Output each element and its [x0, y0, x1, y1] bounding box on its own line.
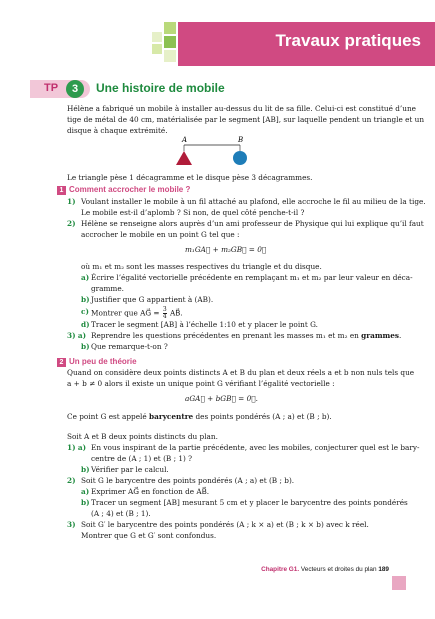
tp-title: Une histoire de mobile [96, 81, 225, 95]
q-text: Que remarque-t-on ? [91, 342, 168, 351]
page-number: 189 [378, 566, 389, 573]
q-number: 3) [67, 331, 76, 340]
item-label: a) [81, 487, 90, 496]
q-number: 2) [67, 476, 76, 485]
intro-line: tige de métal de 40 cm, matérialisée par le segment [AB], sur laquelle pendent un triangle et un [67, 115, 425, 124]
q-text-part: . [399, 331, 402, 340]
mobile-figure [168, 134, 258, 170]
tp-heading [30, 80, 410, 98]
footer-tab [392, 576, 406, 590]
q-text: où m₁ et m₂ sont les masses respectives du triangle et du disque. [81, 262, 322, 271]
q-line [81, 320, 90, 330]
q-line [81, 487, 89, 497]
intro-line: Hélène a fabriqué un mobile à installer au-dessus du lit de sa fille. Celui-ci est constitué d’une [67, 104, 416, 113]
deco-square [164, 22, 176, 34]
disc-weight [233, 151, 247, 165]
item-label: a) [81, 273, 90, 282]
q-text-part: AB⃗. [169, 308, 183, 318]
equation: m₁GA⃗ + m₂GB⃗ = 0⃗ [185, 245, 267, 254]
q-text: Montrer que G et G′ sont confondus. [81, 531, 217, 540]
q-line [81, 498, 90, 508]
q-line [67, 331, 86, 341]
item-label: b) [81, 342, 90, 351]
q-text: Soit G le barycentre des points pondérés (A ; a) et (B ; b). [81, 476, 295, 485]
def-text: des points pondérés (A ; a) et (B ; b). [193, 412, 332, 421]
q-text-part: Reprendre les questions précédentes en prenant les masses m₁ et m₂ en [91, 331, 362, 340]
q-number: 3) [67, 520, 76, 529]
q-text: Vérifier par le calcul. [91, 465, 169, 474]
equation: aGA⃗ + bGB⃗ = 0⃗. [185, 394, 258, 403]
q-line [81, 295, 90, 305]
q-text: centre de (A ; 1) et (B ; 1) ? [91, 454, 193, 463]
q-text: En vous inspirant de la partie précédente, avec les mobiles, conjecturer quel est le bary- [91, 443, 420, 452]
section-number: 1 [57, 186, 66, 195]
deco-square [152, 44, 162, 54]
soit-line: Soit A et B deux points distincts du plan. [67, 432, 218, 441]
item-label: a) [77, 443, 87, 452]
deco-square [164, 50, 176, 62]
theory-line: Quand on considère deux points distincts A et B du plan et deux réels a et b non nuls tels que [67, 368, 415, 377]
footer-title: Vecteurs et droites du plan [300, 566, 377, 573]
header-band [178, 22, 435, 66]
def-text: Ce point G est appelé [67, 412, 150, 421]
q-number: 2) [67, 219, 76, 228]
tp-number: 3 [66, 80, 84, 98]
q-text: Tracer le segment [AB] à l’échelle 1:10 et y placer le point G. [91, 320, 319, 329]
q-text: Justifier que G appartient à (AB). [91, 295, 214, 304]
q-text: Écrire l’égalité vectorielle précédente en remplaçant m₁ et m₂ par leur valeur en déca- [91, 273, 413, 282]
q-text: Exprimer AG⃗ en fonction de AB⃗. [91, 487, 210, 496]
q-text: Voulant installer le mobile à un fil attaché au plafond, elle accroche le fil au milieu de la tige. [81, 197, 426, 206]
item-label: a) [77, 331, 87, 340]
q-line [81, 307, 89, 317]
tp-label: TP [44, 82, 59, 94]
q-line [67, 520, 76, 530]
q-number: 1) [67, 197, 76, 206]
q-line [67, 476, 76, 486]
q-line [81, 465, 90, 475]
page-header [0, 22, 435, 66]
deco-square [152, 32, 162, 42]
item-label: c) [81, 307, 89, 316]
item-label: b) [81, 498, 90, 507]
page-footer [261, 566, 389, 573]
item-label: b) [81, 295, 90, 304]
q-line [67, 219, 76, 229]
q-text [91, 331, 401, 341]
q-text-bold: grammes [361, 331, 400, 340]
q-text: Tracer un segment [AB] mesurant 5 cm et y placer le barycentre des points pondérés [91, 498, 408, 507]
point-a-label: A [182, 136, 188, 144]
section-number: 2 [57, 358, 66, 367]
q-text: Hélène se renseigne alors auprès d’un ami professeur de Physique qui lui explique qu’il faut [81, 219, 424, 228]
tp-badge [30, 80, 90, 98]
item-label: d) [81, 320, 90, 329]
page-title: Travaux pratiques [275, 31, 421, 50]
section-title: Comment accrocher le mobile ? [69, 185, 191, 194]
q-text [91, 307, 183, 320]
deco-square [164, 36, 176, 48]
footer-chapter: Chapitre G1. [261, 566, 300, 573]
section-title: Un peu de théorie [69, 357, 137, 366]
q-line [81, 273, 89, 283]
fraction-denominator: 4 [162, 313, 167, 320]
q-number: 1) [67, 443, 76, 452]
point-b-label: B [238, 136, 244, 144]
q-text: accrocher le mobile en un point G tel que : [81, 230, 240, 239]
q-text-part: Montrer que AG⃗ = [91, 308, 160, 318]
fraction-numerator: 3 [162, 306, 167, 313]
weights-line: Le triangle pèse 1 décagramme et le disque pèse 3 décagrammes. [67, 173, 313, 182]
def-term: barycentre [149, 412, 194, 421]
q-line [67, 197, 76, 207]
fraction [163, 307, 167, 320]
item-label: b) [81, 465, 90, 474]
intro-line: disque à chaque extrémité. [67, 126, 168, 135]
q-line [67, 443, 86, 453]
q-line [81, 342, 90, 352]
q-text: (A ; 4) et (B ; 1). [91, 509, 151, 518]
q-text: gramme. [91, 284, 124, 293]
q-text: Soit G′ le barycentre des points pondérés (A ; k × a) et (B ; k × b) avec k réel. [81, 520, 369, 529]
q-text: Le mobile est-il d’aplomb ? Si non, de quel côté penche-t-il ? [81, 208, 305, 217]
triangle-weight [176, 151, 192, 165]
definition-line [67, 412, 332, 422]
theory-line: a + b ≠ 0 alors il existe un unique point G vérifiant l’égalité vectorielle : [67, 379, 335, 388]
